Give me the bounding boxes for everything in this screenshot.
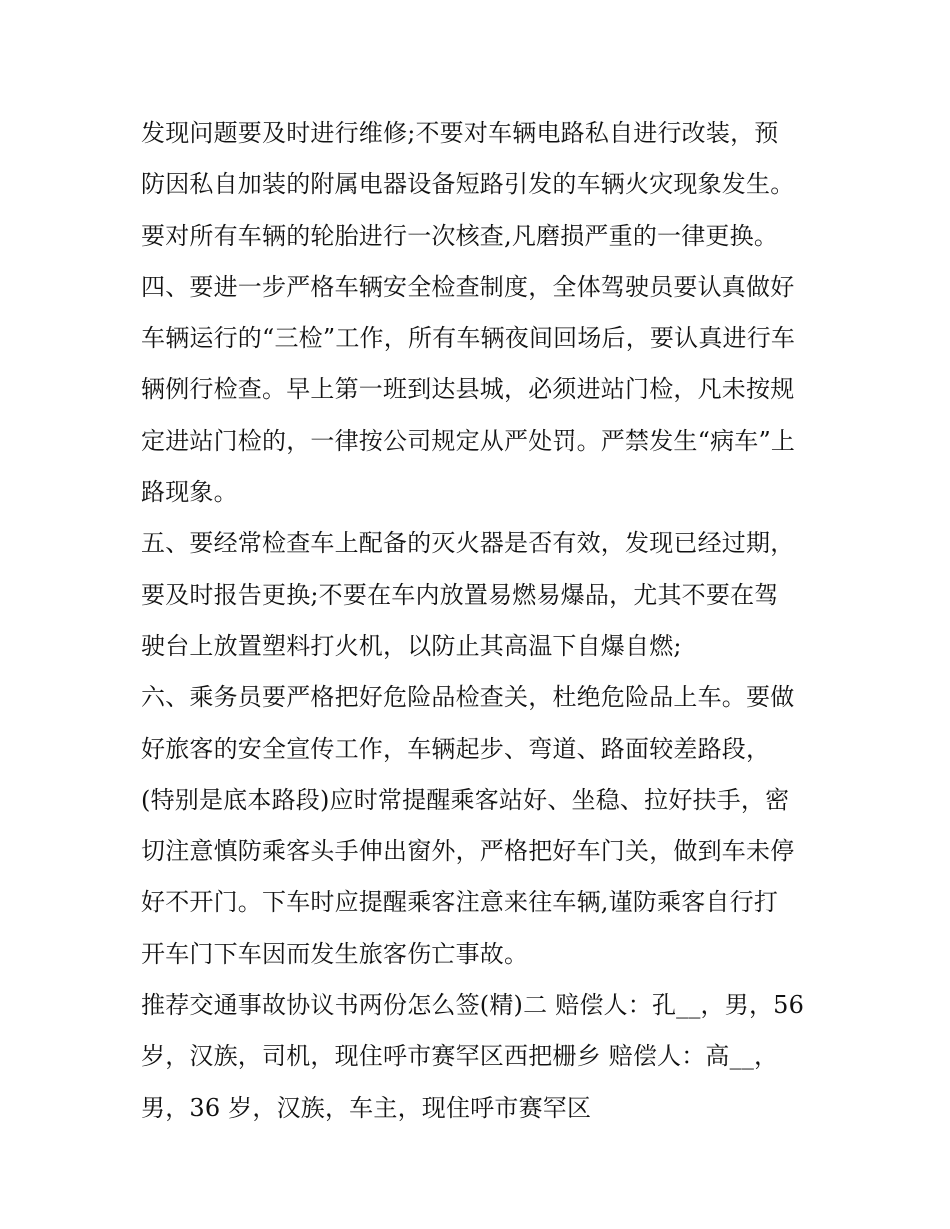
text-line: 发现问题要及时进行维修;不要对车辆电路私自进行改装，预 xyxy=(141,119,779,147)
text-line: 要对所有车辆的轮胎进行一次核查,凡磨损严重的一律更换。 xyxy=(141,221,779,250)
text-line: 好不开门。下车时应提醒乘客注意来往车辆,谨防乘客自行打 xyxy=(141,888,779,917)
text-line: 防因私自加装的附属电器设备短路引发的车辆火灾现象发生。 xyxy=(141,170,795,199)
text-line: 路现象。 xyxy=(141,478,238,507)
text-line: 四、要进一步严格车辆安全检查制度，全体驾驶员要认真做好 xyxy=(141,272,795,301)
text-line: 五、要经常检查车上配备的灭火器是否有效，发现已经过期， xyxy=(141,529,795,558)
text-line: (特别是底本路段)应时常提醒乘客站好、坐稳、拉好扶手，密 xyxy=(141,785,790,814)
body-text xyxy=(141,108,831,1134)
text-line: 男，36 岁，汉族，车主，现住呼市赛罕区 xyxy=(141,1093,592,1122)
text-line: 辆例行检查。早上第一班到达县城，必须进站门检，凡未按规 xyxy=(141,375,795,404)
text-line: 定进站门检的，一律按公司规定从严处罚。严禁发生“病车”上 xyxy=(141,426,796,455)
text-line: 驶台上放置塑料打火机，以防止其高温下自爆自燃; xyxy=(141,631,682,660)
text-line: 要及时报告更换;不要在车内放置易燃易爆品，尤其不要在驾 xyxy=(141,580,779,609)
text-line: 开车门下车因而发生旅客伤亡事故。 xyxy=(141,939,529,968)
text-line: 好旅客的安全宣传工作，车辆起步、弯道、路面较差路段， xyxy=(141,734,771,763)
text-line: 六、乘务员要严格把好危险品检查关，杜绝危险品上车。要做 xyxy=(141,683,795,712)
text-line: 切注意慎防乘客头手伸出窗外，严格把好车门关，做到车未停 xyxy=(141,837,795,866)
text-line: 车辆运行的“三检”工作，所有车辆夜间回场后，要认真进行车 xyxy=(141,324,796,353)
text-line: 岁，汉族，司机，现住呼市赛罕区西把栅乡 赔偿人：高__， xyxy=(141,1042,779,1071)
text-line: 推荐交通事故协议书两份怎么签(精)二 赔偿人：孔__，男，56 xyxy=(141,991,805,1020)
